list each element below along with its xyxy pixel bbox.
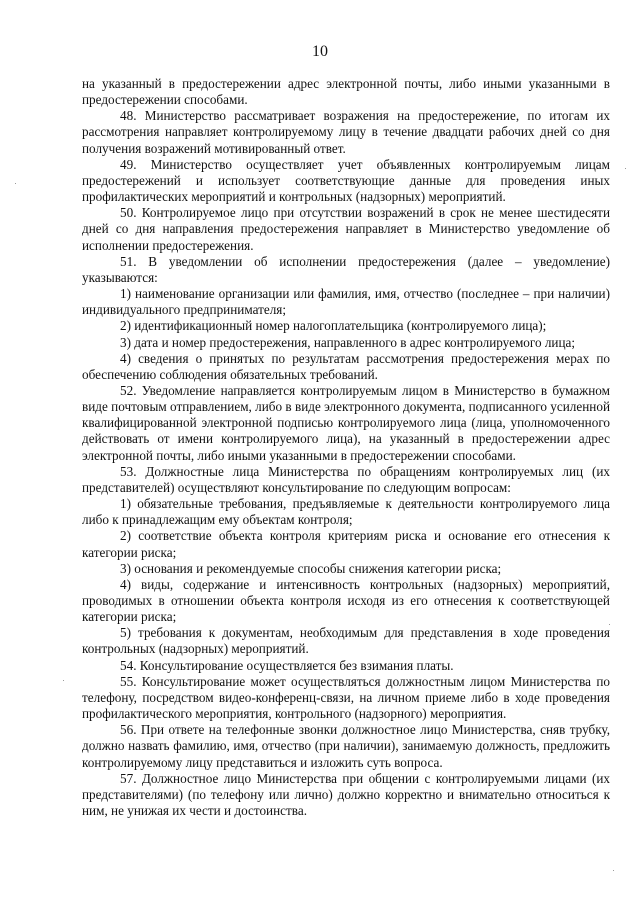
document-body (82, 76, 610, 819)
paragraph-53-item-2: 2) соответствие объекта контроля критериям риска и основание его отнесения к категории риска; (82, 528, 610, 560)
scan-speck (609, 624, 610, 625)
scan-speck (613, 870, 614, 871)
paragraph-54: 54. Консультирование осуществляется без взимания платы. (120, 657, 454, 673)
paragraph-57: 57. Должностное лицо Министерства при общении с контролируемыми лицами (их представителями) (по телефону или лично) должно корректно и внимательно относиться к ним, не унижая их чести и достоинства. (82, 770, 610, 819)
paragraph-51-item-3: 3) дата и номер предостережения, направленного в адрес контролируемого лица; (120, 334, 576, 350)
paragraph-55: 55. Консультирование может осуществляться должностным лицом Министерства по телефону, посредством видео-конференц-связи, на личном приеме либо в ходе проведения профилактического мероприятия, контрольного (надзорного) мероприятия. (82, 673, 610, 722)
paragraph-52: 52. Уведомление направляется контролируемым лицом в Министерство в бумажном виде почтовым отправлением, либо в виде электронного документа, подписанного усиленной квалифицированной электронной подписью контролируемого лица (лица, уполномоченного действовать от имени контролируемого лица), на указанный в предостережении адрес электронной почты, либо иными указанными в предостережении способами. (82, 382, 610, 463)
paragraph-50: 50. Контролируемое лицо при отсутствии возражений в срок не менее шестидесяти дней со дня направления предостережения направляет в Министерство уведомление об исполнении предостережения. (82, 205, 610, 253)
paragraph-51-item-4: 4) сведения о принятых по результатам рассмотрения предостережения мерах по обеспечению соблюдения обязательных требований. (82, 350, 610, 382)
paragraph-53-item-1: 1) обязательные требования, предъявляемые к деятельности контролируемого лица либо к принадлежащим ему объектам контроля; (82, 496, 610, 528)
paragraph-51-item-2: 2) идентификационный номер налогоплательщика (контролируемого лица); (120, 318, 547, 334)
page-number: 10 (312, 43, 328, 60)
paragraph-53: 53. Должностные лица Министерства по обращениям контролируемых лиц (их представителей) осуществляют консультирование по следующим вопросам: (82, 463, 610, 495)
paragraph-56: 56. При ответе на телефонные звонки должностное лицо Министерства, сняв трубку, должно назвать фамилию, имя, отчество (при наличии), занимаемую должность, предложить контролируемому лицу представиться и изложить суть вопроса. (82, 722, 610, 770)
paragraph-continuation: на указанный в предостережении адрес электронной почты, либо иными указанными в предостережении способами. (82, 76, 610, 108)
paragraph-49: 49. Министерство осуществляет учет объявленных контролируемым лицам предостережений и использует соответствующие данные для проведения иных профилактических мероприятий и контрольных (надзорных) мероприятий. (82, 156, 610, 205)
scan-speck (63, 680, 64, 681)
paragraph-51: 51. В уведомлении об исполнении предостережения (далее – уведомление) указываются: (82, 253, 610, 285)
paragraph-53-item-3: 3) основания и рекомендуемые способы снижения категории риска; (120, 560, 502, 576)
paragraph-53-item-4: 4) виды, содержание и интенсивность контрольных (надзорных) мероприятий, проводимых в отношении объекта контроля исходя из его отнесения к соответствующей категории риска; (82, 576, 610, 625)
paragraph-53-item-5: 5) требования к документам, необходимым для представления в ходе проведения контрольных (надзорных) мероприятий. (82, 625, 610, 657)
paragraph-48: 48. Министерство рассматривает возражения на предостережение, по итогам их рассмотрения направляет контролируемому лицу в течение двадцати рабочих дней со дня получения возражений мотивированный ответ. (82, 108, 610, 156)
paragraph-51-item-1: 1) наименование организации или фамилия, имя, отчество (последнее – при наличии) индивидуального предпринимателя; (82, 286, 610, 318)
scan-speck (625, 168, 626, 169)
scan-speck (15, 183, 16, 184)
